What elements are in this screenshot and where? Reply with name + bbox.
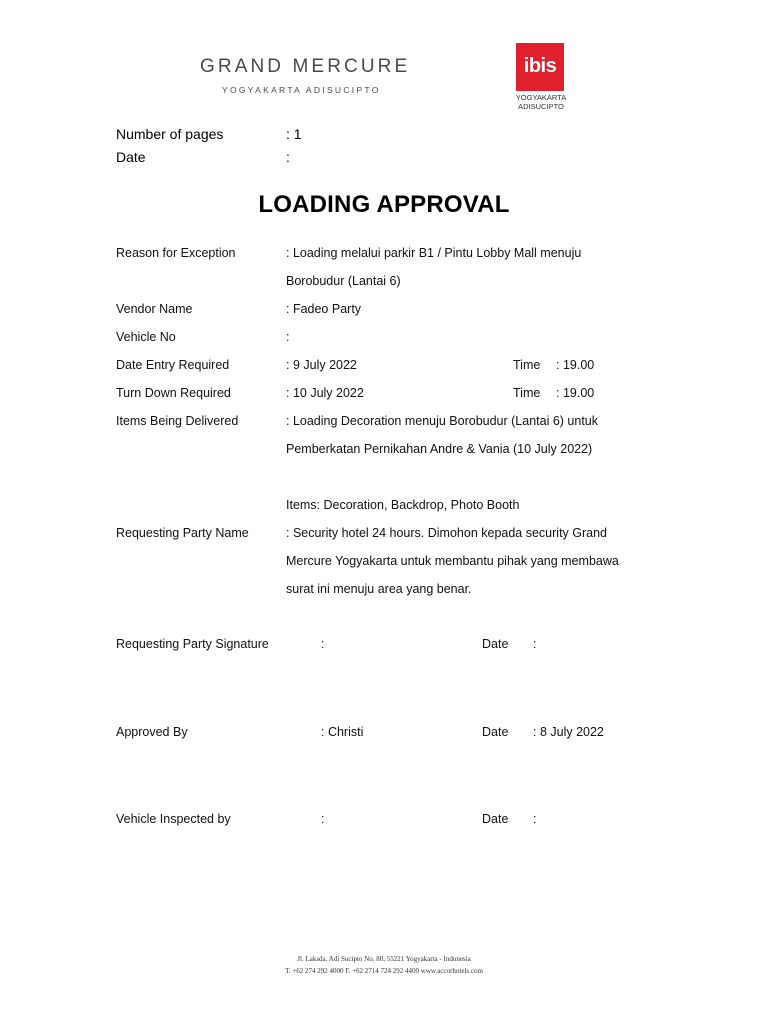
- items-label: Items Being Delivered: [116, 414, 239, 428]
- vehicle-value: :: [286, 330, 290, 344]
- ibis-logo-word: ibis: [523, 55, 557, 77]
- ibis-logo: [516, 43, 564, 91]
- reason-value-line-1: : Loading melalui parkir B1 / Pintu Lobby Mall menuju: [286, 246, 582, 260]
- approved-by-label: Approved By: [116, 725, 188, 739]
- requesting-party-label: Requesting Party Name: [116, 526, 249, 540]
- pages-value: : 1: [286, 126, 302, 142]
- vendor-value: : Fadeo Party: [286, 302, 362, 316]
- requesting-party-line-2: Mercure Yogyakarta untuk membantu pihak yang membawa: [286, 554, 619, 568]
- entry-time-label: Time: [513, 358, 541, 372]
- vendor-label: Vendor Name: [116, 302, 193, 316]
- vehicle-label: Vehicle No: [116, 330, 176, 344]
- items-value-line-2: Pemberkatan Pernikahan Andre & Vania (10 July 2022): [286, 442, 593, 456]
- grand-mercure-logo-subtitle: YOGYAKARTA ADISUCIPTO: [222, 85, 381, 95]
- turndown-label: Turn Down Required: [116, 386, 231, 400]
- ibis-sub-line-2: ADISUCIPTO: [518, 102, 564, 111]
- ibis-sub-line-1: YOGYAKARTA: [515, 93, 567, 102]
- requesting-signature-date-label: Date: [482, 637, 509, 651]
- turndown-time-label: Time: [513, 386, 541, 400]
- footer-address: Jl. Laksda. Adi Sucipto No. 80, 55221 Yogyakarta - Indonesia: [297, 955, 471, 963]
- footer-contact: T. +62 274 292 4000 F. +62 2714 724 292 4400 www.accorhotels.com: [285, 967, 483, 975]
- reason-label: Reason for Exception: [116, 246, 236, 260]
- ibis-logo-subtitle: [512, 93, 570, 111]
- requesting-party-line-3: surat ini menuju area yang benar.: [286, 582, 472, 596]
- vehicle-inspected-date-value: :: [533, 812, 537, 826]
- vehicle-inspected-value: :: [321, 812, 325, 826]
- turndown-time-value: : 19.00: [556, 386, 595, 400]
- pages-label: Number of pages: [116, 126, 224, 142]
- items-value-line-1: : Loading Decoration menuju Borobudur (Lantai 6) untuk: [286, 414, 599, 428]
- requesting-signature-date-value: :: [533, 637, 537, 651]
- approved-date-value: : 8 July 2022: [533, 725, 604, 739]
- approved-date-label: Date: [482, 725, 509, 739]
- vehicle-inspected-date-label: Date: [482, 812, 509, 826]
- document-title: LOADING APPROVAL: [258, 191, 510, 218]
- items-value-line-3: Items: Decoration, Backdrop, Photo Booth: [286, 498, 520, 512]
- date-label: Date: [116, 149, 146, 165]
- turndown-value: : 10 July 2022: [286, 386, 364, 400]
- requesting-party-line-1: : Security hotel 24 hours. Dimohon kepada security Grand: [286, 526, 608, 540]
- requesting-signature-value: :: [321, 637, 325, 651]
- requesting-signature-label: Requesting Party Signature: [116, 637, 269, 651]
- entry-time-value: : 19.00: [556, 358, 595, 372]
- vehicle-inspected-label: Vehicle Inspected by: [116, 812, 231, 826]
- date-value: :: [286, 149, 290, 165]
- grand-mercure-logo-name: GRAND MERCURE: [200, 56, 411, 77]
- entry-date-value: : 9 July 2022: [286, 358, 357, 372]
- entry-date-label: Date Entry Required: [116, 358, 230, 372]
- reason-value-line-2: Borobudur (Lantai 6): [286, 274, 401, 288]
- approved-by-value: : Christi: [321, 725, 364, 739]
